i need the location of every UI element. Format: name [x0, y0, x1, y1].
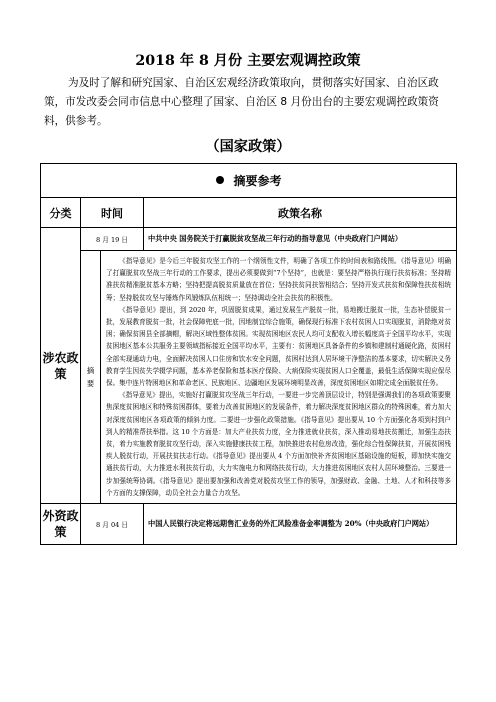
- header-time: 时间: [81, 198, 144, 228]
- header-policy-name: 政策名称: [144, 198, 457, 228]
- bullet-dot-icon: [216, 176, 224, 184]
- policy-title: 中国人民银行决定将远期售汇业务的外汇风险准备金率调整为 20%（中央政府门户网站）: [144, 504, 457, 545]
- summary-row: [41, 164, 457, 198]
- summary-paragraph: 《指导意见》提出，到 2020 年，巩固脱贫成果，通过发展生产脱贫一批，易地搬迁脱贫一批，生态补偿脱贫一批，发展教育脱贫一批，社会保障兜底一批，因地制宜综合施策，确保现行标准下农村贫困人口实现脱贫，消除绝对贫困；确保贫困县全部摘帽，解决区域性整体贫困。实现贫困地区农民人均可支配收入增长幅度高于全国平均水平，实现贫困地区基本公共服务主要领域指标接近全国平均水平，主要有：贫困地区具备条件的乡镇和建制村通硬化路，贫困村全部实现通动力电，全面解决贫困人口住房和饮水安全问题，贫困村达到人居环境干净整洁的基本要求，切实解决义务教育学生因贫失学辍学问题，基本养老保险和基本医疗保险、大病保险实现贫困人口全覆盖，最低生活保障实现应保尽保。集中连片特困地区和革命老区、民族地区、边疆地区发展环境明显改善，深度贫困地区如期完成全面脱贫任务。: [106, 305, 452, 388]
- category-label: 外资政策: [42, 509, 79, 540]
- header-row: [41, 198, 457, 228]
- date-cell: 8 月 04 日: [81, 504, 144, 545]
- table-row-body: [41, 251, 457, 504]
- table-row: [41, 504, 457, 545]
- category-cell: [41, 504, 81, 545]
- header-category: 分类: [41, 198, 81, 228]
- category-label: 涉农政策: [42, 350, 79, 381]
- sub-label: [81, 364, 100, 390]
- category-cell: [41, 228, 81, 504]
- sub-label-cell: [81, 251, 101, 504]
- summary-title: 摘要参考: [233, 174, 282, 188]
- summary-cell: [41, 164, 457, 198]
- policy-table: [40, 163, 457, 545]
- date-cell: 8 月 19 日: [81, 228, 144, 251]
- summary-paragraph: 《指导意见》提出，实施好打赢脱贫攻坚战三年行动，一要进一步完善顶层设计，特别是强调我们的各项政策要聚焦深度贫困地区和特殊贫困群体，要着力改善贫困地区的发展条件，着力解决深度贫困地区群众的特殊困难，着力加大对深度贫困地区各项政策的倾斜力度。二要进一步强化政策措施。《指导意见》提出要从 10 个方面强化各项到村到户到人的精准帮扶举措。这 10 个方面是：加大产业扶贫力度，全力推进就业扶贫，深入推动易地扶贫搬迁，加强生态扶贫，着力实施教育脱贫攻坚行动，深入实施健康扶贫工程，加快推进农村危房改造，强化综合性保障扶贫，开展贫困残疾人脱贫行动，开展扶贫扶志行动。《指导意见》提出要从 4 个方面加快补齐贫困地区基础设施的短板，即加快实施交通扶贫行动，大力推进水利扶贫行动，大力实施电力和网络扶贫行动，大力推进贫困地区农村人居环境整治。三要进一步加强统筹协调。《指导意见》提出要加强和改善党对脱贫攻坚工作的领导，加强财政、金融、土地、人才和科技等多个方面的支撑保障，动员全社会力量合力攻坚。: [106, 391, 452, 497]
- summary-paragraph: 《指导意见》是今后三年脱贫攻坚工作的一个纲领性文件，明确了各项工作的时间表和路线图。《指导意见》明确了打赢脱贫攻坚战三年行动的工作要求，提出必须要做到“7个坚持”，也就是：要坚持严格执行现行扶贫标准；坚持精准扶贫精准脱贫基本方略；坚持把提高脱贫质量放在首位；坚持扶贫同扶智相结合；坚持开发式扶贫和保障性扶贫相统筹；坚持脱贫攻坚与锤炼作风锻炼队伍相统一；坚持调动全社会扶贫的积极性。: [106, 257, 452, 302]
- table-row: [41, 228, 457, 251]
- summary-body-cell: [101, 251, 457, 504]
- policy-title: 中共中央 国务院关于打赢脱贫攻坚战三年行动的指导意见（中央政府门户网站）: [144, 228, 457, 251]
- section-heading: （国家政策）: [205, 139, 291, 155]
- page-title: 2018 年 8 月份 主要宏观调控政策: [135, 53, 361, 69]
- sub-label-char: 要: [86, 379, 95, 389]
- intro-paragraph: 为及时了解和研究国家、自治区宏观经济政策取向，贯彻落实好国家、自治区政策，市发改委会同市信息中心整理了国家、自治区 8 月份出台的主要宏观调控政策资料，供参考。: [44, 77, 439, 127]
- sub-label-char: 摘: [86, 366, 95, 376]
